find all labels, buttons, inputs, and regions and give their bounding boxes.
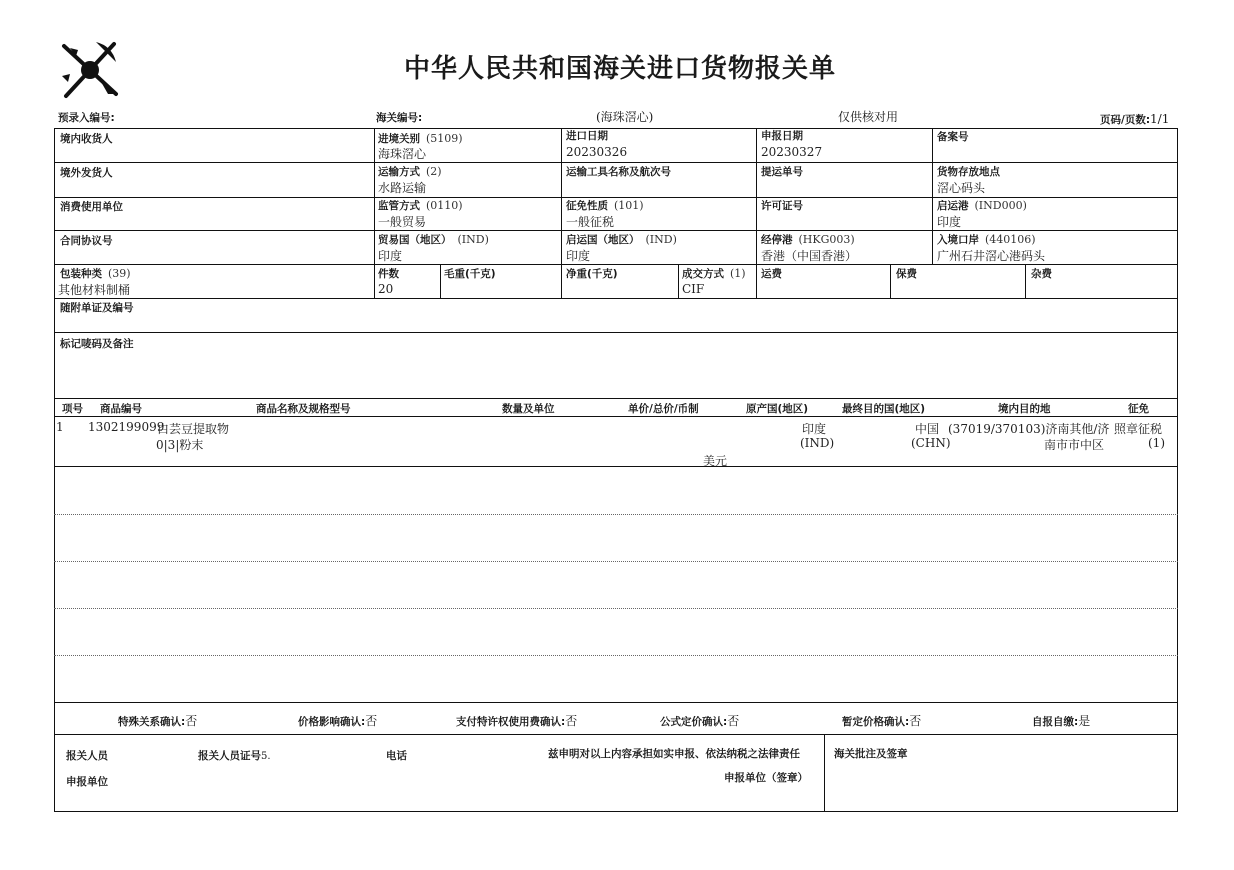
- goods-name: 白芸豆提取物: [157, 422, 230, 436]
- documents-label: 随附单证及编号: [60, 302, 134, 314]
- col-origin: 原产国(地区): [746, 403, 809, 415]
- declaring-unit-label: 申报单位: [66, 776, 108, 788]
- col-name-spec: 商品名称及规格型号: [256, 403, 351, 415]
- insurance-label: 保费: [896, 268, 917, 280]
- page-number: [1100, 108, 1169, 127]
- departure-port-label: 启运港 (IND000): [937, 199, 1027, 212]
- col-qty-unit: 数量及单位: [502, 403, 555, 415]
- special-relation-confirm: 特殊关系确认:否: [118, 714, 198, 728]
- page-title: 中华人民共和国海关进口货物报关单: [404, 54, 837, 84]
- levy-nature-label: 征免性质 (101): [566, 199, 644, 212]
- declare-date-value: 20230327: [761, 145, 823, 159]
- verify-note: 仅供核对用: [838, 110, 899, 124]
- transport-mode-value: 水路运输: [378, 181, 427, 195]
- self-declare-confirm: 自报自缴:是: [1032, 714, 1091, 728]
- trade-country-label: 贸易国（地区） (IND): [378, 233, 489, 246]
- goods-origin-code: (IND): [800, 436, 835, 450]
- via-port-label: 经停港 (HKG003): [761, 233, 855, 246]
- consumer-label: 消费使用单位: [60, 201, 123, 213]
- declarant-id-label: 报关人员证号5.: [198, 750, 271, 762]
- formula-price-confirm: 公式定价确认:否: [660, 714, 740, 728]
- entry-customs-value: 海珠滘心: [378, 147, 427, 161]
- pre-entry-label: 预录入编号:: [58, 112, 115, 124]
- vessel-label: 运输工具名称及航次号: [566, 166, 671, 178]
- declaration-statement: 兹申明对以上内容承担如实申报、依法纳税之法律责任: [548, 748, 800, 760]
- col-item-no: 项号: [62, 403, 83, 415]
- departure-port-value: 印度: [937, 215, 962, 229]
- misc-fee-label: 杂费: [1031, 268, 1052, 280]
- col-dest-country: 最终目的国(地区): [842, 403, 926, 415]
- deal-mode-label: 成交方式 (1): [682, 267, 746, 280]
- supervision-label: 监管方式 (0110): [378, 199, 463, 212]
- customs-emblem-icon: [56, 36, 124, 102]
- supervision-value: 一般贸易: [378, 215, 427, 229]
- goods-dest: 中国: [915, 422, 940, 436]
- entry-port-value: 广州石井滘心港码头: [937, 249, 1046, 263]
- goods-dest-code: (CHN): [911, 436, 951, 450]
- pieces-label: 件数: [378, 268, 399, 280]
- phone-label: 电话: [386, 750, 407, 762]
- goods-levy-code: (1): [1148, 436, 1165, 450]
- goods-domestic: (37019/370103)济南其他/济: [948, 422, 1110, 436]
- goods-levy: 照章征税: [1114, 422, 1163, 436]
- storage-value: 滘心码头: [937, 181, 986, 195]
- col-levy: 征免: [1128, 403, 1149, 415]
- declarant-label: 报关人员: [66, 750, 108, 762]
- col-domestic-dest: 境内目的地: [998, 403, 1051, 415]
- package-label: 包装种类 (39): [60, 267, 131, 280]
- shipper-label: 境外发货人: [60, 167, 113, 179]
- goods-origin: 印度: [802, 422, 827, 436]
- freight-label: 运费: [761, 268, 782, 280]
- gross-weight-label: 毛重(千克): [444, 268, 496, 280]
- customs-note-label: 海关批注及签章: [834, 748, 908, 760]
- package-value: 其他材料制桶: [58, 283, 131, 297]
- license-label: 许可证号: [761, 200, 803, 212]
- entry-port-label: 入境口岸 (440106): [937, 233, 1036, 246]
- transport-mode-label: 运输方式 (2): [378, 165, 442, 178]
- via-port-value: 香港（中国香港）: [761, 249, 858, 263]
- bl-label: 提运单号: [761, 166, 803, 178]
- contract-label: 合同协议号: [60, 235, 113, 247]
- col-hs-code: 商品编号: [100, 403, 142, 415]
- net-weight-label: 净重(千克): [566, 268, 618, 280]
- goods-item-no: 1: [56, 420, 64, 434]
- declaring-unit-seal-label: 申报单位（签章）: [724, 772, 808, 784]
- entry-customs-label: 进境关别 (5109): [378, 132, 463, 145]
- royalty-confirm: 支付特许权使用费确认:否: [456, 714, 578, 728]
- price-impact-confirm: 价格影响确认:否: [298, 714, 378, 728]
- record-no-label: 备案号: [937, 131, 969, 143]
- consignee-label: 境内收货人: [60, 133, 113, 145]
- origin-country-value: 印度: [566, 249, 591, 263]
- levy-nature-value: 一般征税: [566, 215, 615, 229]
- goods-spec: 0|3|粉末: [156, 438, 204, 452]
- declare-date-label: 申报日期: [761, 130, 803, 142]
- goods-hs-code: 1302199099: [88, 420, 165, 434]
- pieces-value: 20: [378, 282, 394, 296]
- port-note: (海珠滘心): [596, 110, 654, 124]
- page-label: 页码/页数:: [1100, 114, 1151, 126]
- goods-currency: 美元: [703, 454, 728, 468]
- provisional-price-confirm: 暂定价格确认:否: [842, 714, 922, 728]
- page-value: 1/1: [1150, 112, 1170, 126]
- deal-mode-value: CIF: [682, 282, 705, 296]
- import-date-value: 20230326: [566, 145, 628, 159]
- col-price: 单价/总价/币制: [628, 403, 699, 415]
- storage-label: 货物存放地点: [937, 166, 1000, 178]
- marks-label: 标记唛码及备注: [60, 338, 134, 350]
- import-date-label: 进口日期: [566, 130, 608, 142]
- trade-country-value: 印度: [378, 249, 403, 263]
- origin-country-label: 启运国（地区） (IND): [566, 233, 677, 246]
- customs-no-label: 海关编号:: [376, 112, 423, 124]
- goods-domestic-2: 南市市中区: [1044, 438, 1105, 452]
